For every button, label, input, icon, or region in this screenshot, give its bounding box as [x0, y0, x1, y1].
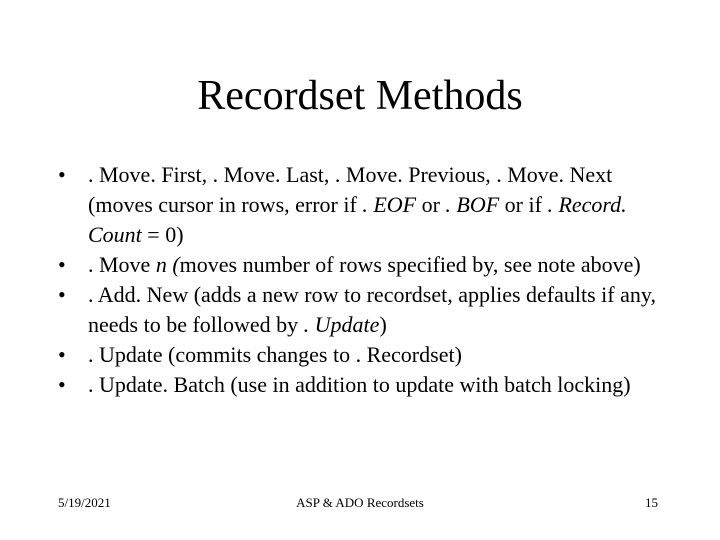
bullet-item [58, 160, 668, 250]
bullet-item [58, 280, 668, 340]
bullet-text: ) [379, 312, 387, 337]
bullet-text: or if [499, 192, 548, 217]
bullet-item [58, 250, 668, 280]
footer-title: ASP & ADO Recordsets [296, 495, 424, 510]
bullet-text: . Add. New (adds a new row to recordset, applies defaults if any, needs to be followed by [88, 282, 656, 337]
bullet-text-italic: . EOF [362, 192, 417, 217]
bullet-text: or [416, 192, 446, 217]
bullet-marker: • [58, 342, 66, 367]
bullet-text-italic: . BOF [445, 192, 500, 217]
bullet-list [58, 160, 668, 400]
bullet-marker: • [58, 252, 66, 277]
bullet-text: . Update. Batch (use in addition to update with batch locking) [88, 372, 631, 397]
bullet-text-italic: . Record. Count [88, 192, 627, 247]
slide-title: Recordset Methods [197, 73, 523, 119]
page-number: 15 [645, 495, 658, 510]
bullet-text-italic: n ( [155, 252, 180, 277]
bullet-text: . Update (commits changes to . Recordset) [88, 342, 462, 367]
bullet-text: = 0) [141, 222, 184, 247]
bullet-marker: • [58, 372, 66, 397]
bullet-text: . Move. First, . Move. Last, . Move. Previous, . Move. Next (moves cursor in rows, error if [88, 162, 613, 217]
bullet-item [58, 340, 668, 370]
bullet-item [58, 370, 668, 400]
footer-date: 5/19/2021 [58, 495, 111, 510]
bullet-text: . Move [88, 252, 156, 277]
bullet-text: moves number of rows specified by, see note above) [179, 252, 641, 277]
bullet-text-italic: . Update [303, 312, 380, 337]
bullet-marker: • [58, 282, 66, 307]
bullet-marker: • [58, 162, 66, 187]
